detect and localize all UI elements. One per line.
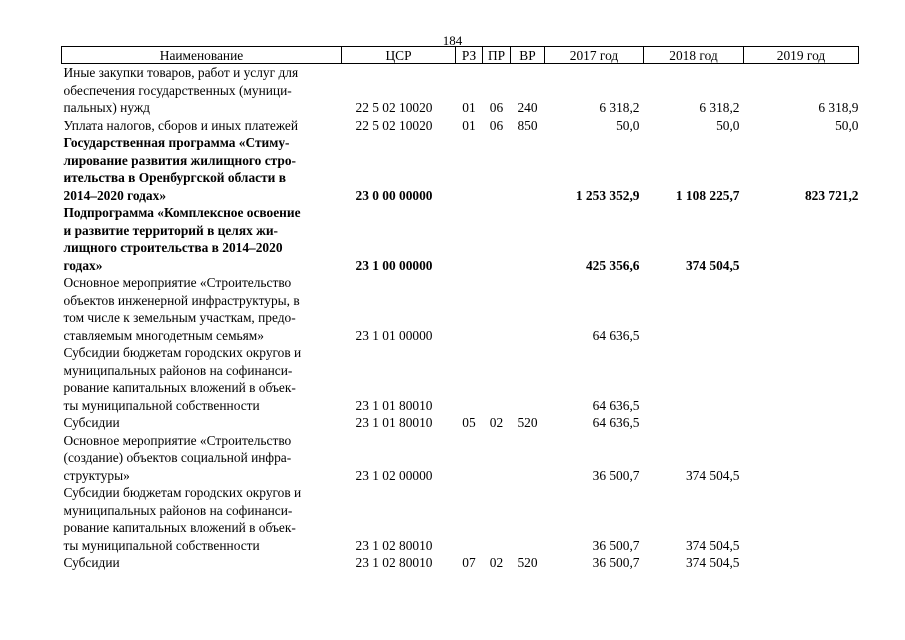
row-value-2018: 6 318,2 — [699, 100, 740, 115]
table-row — [62, 554, 859, 572]
row-value-2019 — [744, 274, 859, 344]
row-csr: 23 1 01 80010 — [355, 397, 433, 413]
row-name-line: объектов инженерной инфраструктуры, в — [63, 292, 300, 308]
row-csr: 23 1 00 00000 — [355, 257, 433, 273]
row-value-2018 — [644, 344, 744, 414]
row-name — [62, 274, 342, 344]
row-pr: 02 — [489, 555, 504, 570]
row-value-2019 — [744, 432, 859, 485]
row-name-line: том числе к земельным участкам, предо- — [63, 310, 296, 325]
row-name-line: (создание) объектов социальной инфра- — [63, 450, 292, 465]
header-pr: ПР — [483, 47, 511, 64]
row-pr: 02 — [489, 415, 504, 430]
table-row — [62, 64, 859, 117]
row-name — [62, 432, 342, 485]
row-name-line: Субсидии бюджетам городских округов и — [63, 485, 302, 500]
row-name-line: муниципальных районов на софинанси- — [63, 362, 293, 378]
row-name-line: рование капитальных вложений в объек- — [63, 380, 296, 395]
row-pr — [483, 134, 511, 204]
row-value-2019 — [744, 344, 859, 414]
row-name-line: и развитие территорий в целях жи- — [63, 222, 278, 238]
table-body — [62, 64, 859, 572]
row-name — [62, 554, 342, 572]
row-csr: 23 1 02 80010 — [355, 537, 433, 553]
row-name — [62, 64, 342, 117]
row-value-2018: 50,0 — [716, 117, 740, 133]
table-row — [62, 274, 859, 344]
row-rz: 01 — [462, 100, 476, 115]
header-csr: ЦСР — [342, 47, 456, 64]
row-value-2017: 50,0 — [616, 117, 640, 133]
row-name-line: Субсидии — [63, 555, 120, 570]
row-rz — [456, 484, 483, 554]
row-pr — [483, 484, 511, 554]
row-value-2019: 50,0 — [835, 117, 859, 133]
row-rz — [456, 134, 483, 204]
table-row — [62, 432, 859, 485]
table-header-row — [62, 47, 859, 64]
row-vr: 240 — [517, 100, 538, 115]
row-vr: 850 — [517, 117, 538, 133]
row-csr: 23 1 02 00000 — [355, 467, 433, 483]
header-2017: 2017 год — [545, 47, 644, 64]
row-name-line: Субсидии бюджетам городских округов и — [63, 345, 302, 360]
row-value-2018: 374 504,5 — [685, 467, 740, 483]
row-pr — [483, 432, 511, 485]
row-value-2017: 36 500,7 — [592, 555, 640, 570]
row-value-2018 — [644, 274, 744, 344]
row-value-2018 — [644, 414, 744, 432]
row-csr: 23 1 02 80010 — [355, 555, 433, 570]
row-name-line: обеспечения государственных (муници- — [63, 82, 292, 98]
row-value-2019 — [744, 484, 859, 554]
row-rz — [456, 204, 483, 274]
row-name-line: Подпрограмма «Комплексное освоение — [63, 205, 301, 220]
row-name-line: Субсидии — [63, 415, 120, 430]
row-value-2017: 64 636,5 — [592, 415, 640, 430]
row-value-2018: 1 108 225,7 — [675, 187, 740, 203]
row-csr: 23 1 01 00000 — [355, 327, 433, 343]
row-rz — [456, 274, 483, 344]
row-vr: 520 — [517, 415, 538, 430]
row-name-line: Уплата налогов, сборов и иных платежей — [63, 117, 299, 133]
row-vr — [511, 432, 545, 485]
header-2018: 2018 год — [644, 47, 744, 64]
row-value-2017: 6 318,2 — [599, 100, 640, 115]
table-row — [62, 414, 859, 432]
row-name — [62, 117, 342, 135]
row-rz: 01 — [462, 117, 476, 133]
row-value-2019: 6 318,9 — [818, 100, 859, 115]
row-pr: 06 — [489, 100, 504, 115]
row-value-2017: 64 636,5 — [592, 397, 640, 413]
row-name-line: ты муниципальной собственности — [63, 397, 260, 413]
row-vr — [511, 134, 545, 204]
row-name — [62, 484, 342, 554]
row-vr: 520 — [517, 555, 538, 570]
row-name-line: Основное мероприятие «Строительство — [63, 275, 292, 290]
row-value-2019 — [744, 414, 859, 432]
row-value-2017: 36 500,7 — [592, 537, 640, 553]
row-name-line: ставляемым многодетным семьям» — [63, 327, 264, 343]
row-name-line: лищного строительства в 2014–2020 — [63, 240, 283, 255]
table-row — [62, 344, 859, 414]
row-csr: 23 0 00 00000 — [355, 187, 433, 203]
row-rz: 07 — [462, 555, 476, 570]
row-name-line: ительства в Оренбургской области в — [63, 170, 286, 185]
row-name-line: Иные закупки товаров, работ и услуг для — [63, 65, 299, 80]
row-name — [62, 204, 342, 274]
header-vr: ВР — [511, 47, 545, 64]
row-name — [62, 344, 342, 414]
row-value-2017: 36 500,7 — [592, 467, 640, 483]
row-name-line: годах» — [63, 257, 103, 273]
row-value-2017: 1 253 352,9 — [575, 187, 640, 203]
row-pr — [483, 204, 511, 274]
row-value-2017: 64 636,5 — [592, 327, 640, 343]
row-value-2018: 374 504,5 — [685, 537, 740, 553]
row-value-2017: 425 356,6 — [585, 257, 640, 273]
row-value-2019: 823 721,2 — [804, 187, 859, 203]
row-name-line: рование капитальных вложений в объек- — [63, 520, 296, 535]
row-name-line: Государственная программа «Стиму- — [63, 135, 290, 150]
row-vr — [511, 484, 545, 554]
row-name-line: муниципальных районов на софинанси- — [63, 502, 293, 518]
row-value-2018: 374 504,5 — [685, 257, 740, 273]
budget-table — [61, 46, 859, 572]
row-pr — [483, 274, 511, 344]
row-name-line: 2014–2020 годах» — [63, 187, 167, 203]
header-name: Наименование — [62, 47, 342, 64]
row-rz — [456, 344, 483, 414]
row-csr: 22 5 02 10020 — [355, 117, 433, 133]
row-csr: 22 5 02 10020 — [355, 100, 433, 115]
page-number: 184 — [442, 33, 463, 48]
row-name-line: ты муниципальной собственности — [63, 537, 260, 553]
header-2019: 2019 год — [744, 47, 859, 64]
row-rz: 05 — [462, 415, 476, 430]
row-vr — [511, 344, 545, 414]
row-vr — [511, 274, 545, 344]
table-row — [62, 484, 859, 554]
row-name-line: структуры» — [63, 467, 130, 483]
row-value-2019 — [744, 204, 859, 274]
row-value-2019 — [744, 554, 859, 572]
row-name — [62, 414, 342, 432]
row-pr: 06 — [489, 117, 504, 133]
row-name-line: лирование развития жилищного стро- — [63, 152, 296, 168]
table-row — [62, 204, 859, 274]
header-rz: РЗ — [456, 47, 483, 64]
row-csr: 23 1 01 80010 — [355, 415, 433, 430]
table-row — [62, 117, 859, 135]
row-pr — [483, 344, 511, 414]
row-vr — [511, 204, 545, 274]
row-value-2018: 374 504,5 — [685, 555, 740, 570]
row-name — [62, 134, 342, 204]
row-name-line: Основное мероприятие «Строительство — [63, 432, 292, 448]
row-name-line: пальных) нужд — [63, 100, 150, 115]
row-rz — [456, 432, 483, 485]
table-row — [62, 134, 859, 204]
